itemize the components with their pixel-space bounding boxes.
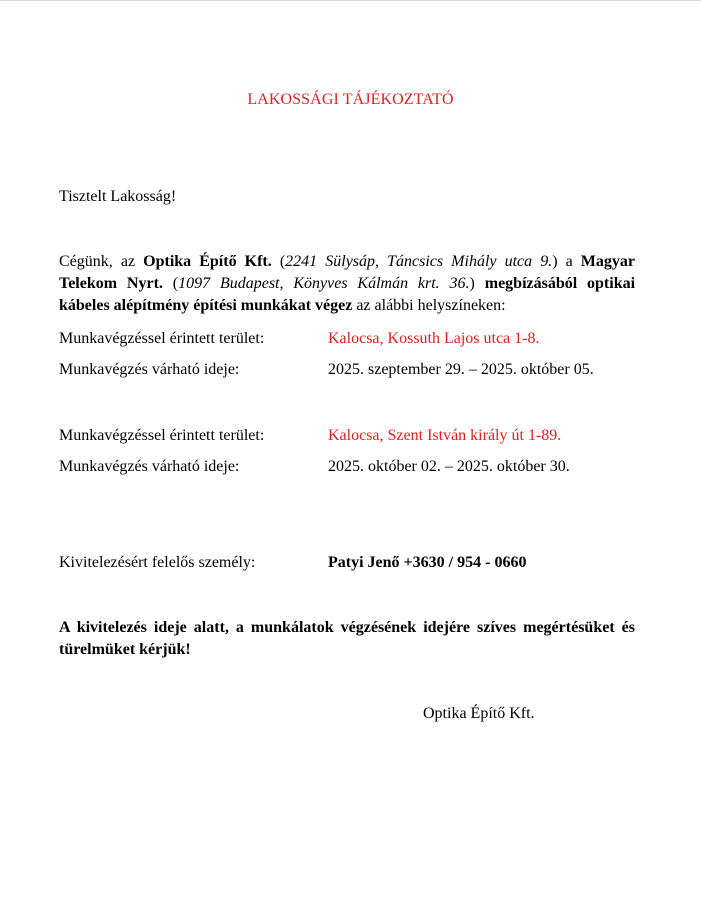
intro-paragraph [59,251,635,317]
document-title: LAKOSSÁGI TÁJÉKOZTATÓ [247,91,454,108]
work-1-area-label: Munkavégzéssel érintett terület: [59,330,265,347]
intro-text-1: Cégünk, az [59,253,144,270]
client-address: 1097 Budapest, Könyves Kálmán krt. 36. [178,275,470,292]
signature: Optika Építő Kft. [423,705,535,722]
work-2-area-value: Kalocsa, Szent István király út 1-89. [328,427,562,444]
contact-label: Kivitelezésért felelős személy: [59,554,256,571]
work-2-time-value: 2025. október 02. – 2025. október 30. [328,458,570,475]
client-name: Magyar Telekom Nyrt. [59,253,635,292]
work-1-area-value: Kalocsa, Kossuth Lajos utca 1-8. [328,330,540,347]
work-2-time-label: Munkavégzés várható ideje: [59,458,240,475]
task-description: megbízásából optikai kábeles alépítmény építési munkákat végez [59,275,636,314]
work-2-area-label: Munkavégzéssel érintett terület: [59,427,265,444]
page-top-border [0,0,701,1]
greeting: Tisztelt Lakosság! [59,188,177,205]
contact-value: Patyi Jenő +3630 / 954 - 0660 [328,554,527,571]
company-address: 2241 Sülysáp, Táncsics Mihály utca 9. [285,253,553,270]
intro-text-4: ( [162,275,179,292]
work-1-time-label: Munkavégzés várható ideje: [59,361,240,378]
intro-text-2: ( [271,253,286,270]
closing-message: A kivitelezés ideje alatt, a munkálatok végzésének idejére szíves megértésüket és türelmüket kérjük! [59,619,635,658]
intro-text-6: az alábbi helyszíneken: [352,297,506,314]
intro-text-5: ) [469,275,485,292]
intro-text-3: ) a [552,253,581,270]
company-name: Optika Építő Kft. [143,253,272,270]
work-1-time-value: 2025. szeptember 29. – 2025. október 05. [328,361,594,378]
